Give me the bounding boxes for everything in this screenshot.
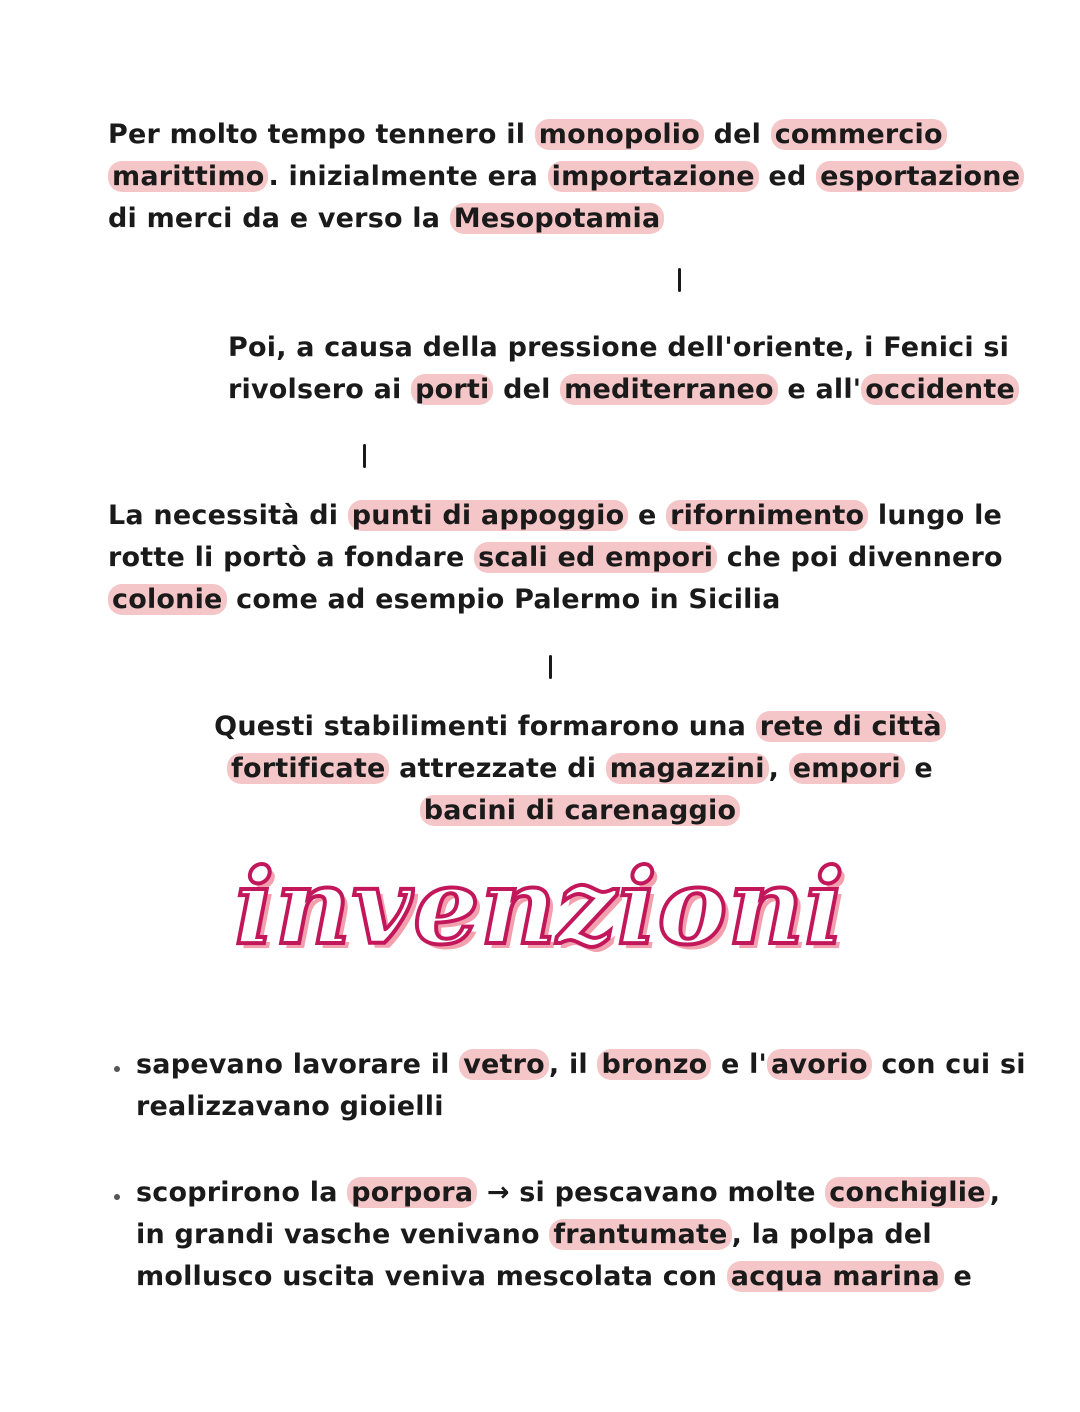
highlight-rifornimento: rifornimento	[666, 500, 868, 531]
paragraph-commerce	[108, 114, 1024, 240]
paragraph-colonies	[108, 495, 1003, 621]
text: rivolsero ai	[228, 374, 412, 405]
line	[108, 198, 1024, 240]
text: Per molto tempo tennero il	[108, 119, 535, 150]
paragraph-network	[200, 706, 960, 832]
line	[108, 114, 1024, 156]
text: del	[704, 119, 771, 150]
line	[136, 1214, 1000, 1256]
text: realizzavano gioielli	[136, 1091, 444, 1122]
text: lungo le	[868, 500, 1003, 531]
highlight-vetro: vetro	[459, 1049, 549, 1080]
line	[200, 748, 960, 790]
text: rotte li portò a fondare	[108, 542, 475, 573]
highlight-rete-di-citta: rete di città	[756, 711, 946, 742]
highlight-marittimo: marittimo	[108, 161, 268, 192]
text: → si pescavano molte	[477, 1177, 826, 1208]
text: e	[904, 753, 933, 784]
line	[108, 537, 1003, 579]
text: ,	[768, 753, 789, 784]
text: , la polpa del	[731, 1219, 932, 1250]
highlight-importazione: importazione	[548, 161, 759, 192]
highlight-conchiglie: conchiglie	[825, 1177, 989, 1208]
text: e	[943, 1261, 973, 1292]
line	[136, 1044, 1026, 1086]
highlight-occidente: occidente	[861, 374, 1019, 405]
text: ed	[758, 161, 817, 192]
highlight-frantumate: frantumate	[549, 1219, 731, 1250]
text: mollusco uscita veniva mescolata con	[136, 1261, 727, 1292]
text: con cui si	[871, 1049, 1026, 1080]
highlight-empori: empori	[789, 753, 905, 784]
bullet-item-materials	[136, 1044, 1026, 1128]
highlight-scali-ed-empori: scali ed empori	[474, 542, 717, 573]
highlight-mesopotamia: Mesopotamia	[450, 203, 665, 234]
highlight-mediterraneo: mediterraneo	[560, 374, 778, 405]
highlight-esportazione: esportazione	[816, 161, 1024, 192]
bullet-dot	[114, 1194, 120, 1200]
bullet-dot	[114, 1066, 120, 1072]
connector-line	[678, 268, 681, 292]
text: del	[493, 374, 561, 405]
bullet-item-purple-dye	[136, 1172, 1000, 1298]
line	[200, 790, 960, 832]
highlight-commercio: commercio	[771, 119, 947, 150]
highlight-porpora: porpora	[347, 1177, 477, 1208]
line	[228, 369, 1019, 411]
line	[108, 579, 1003, 621]
line	[108, 495, 1003, 537]
text: come ad esempio Palermo in Sicilia	[226, 584, 781, 615]
text: in grandi vasche venivano	[136, 1219, 550, 1250]
section-title: invenzioni	[234, 845, 846, 968]
text: Questi stabilimenti formarono una	[214, 711, 756, 742]
highlight-bronzo: bronzo	[597, 1049, 711, 1080]
text: che poi divennero	[717, 542, 1003, 573]
highlight-colonie: colonie	[108, 584, 227, 615]
highlight-porti: porti	[411, 374, 493, 405]
line	[200, 706, 960, 748]
line	[136, 1086, 1026, 1128]
text: Poi, a causa della pressione dell'oriente, i Fenici si	[228, 332, 1010, 363]
line	[136, 1172, 1000, 1214]
text: sapevano lavorare il	[136, 1049, 460, 1080]
highlight-fortificate: fortificate	[227, 753, 389, 784]
highlight-monopolio: monopolio	[535, 119, 704, 150]
text: . inizialmente era	[268, 161, 548, 192]
text: di merci da e verso la	[108, 203, 450, 234]
connector-line	[549, 655, 552, 679]
highlight-magazzini: magazzini	[606, 753, 769, 784]
text: ,	[989, 1177, 1001, 1208]
connector-line	[363, 444, 366, 468]
text: , il	[548, 1049, 598, 1080]
highlight-punti-di-appoggio: punti di appoggio	[348, 500, 629, 531]
text: e l'	[711, 1049, 768, 1080]
line	[228, 327, 1019, 369]
text: scoprirono la	[136, 1177, 348, 1208]
highlight-avorio: avorio	[767, 1049, 872, 1080]
text: attrezzate di	[389, 753, 606, 784]
line	[108, 156, 1024, 198]
text: e	[628, 500, 667, 531]
text: e all'	[777, 374, 862, 405]
paragraph-mediterranean	[228, 327, 1019, 411]
highlight-acqua-marina: acqua marina	[727, 1261, 944, 1292]
highlight-bacini-di-carenaggio: bacini di carenaggio	[420, 795, 740, 826]
text: La necessità di	[108, 500, 348, 531]
line	[136, 1256, 1000, 1298]
